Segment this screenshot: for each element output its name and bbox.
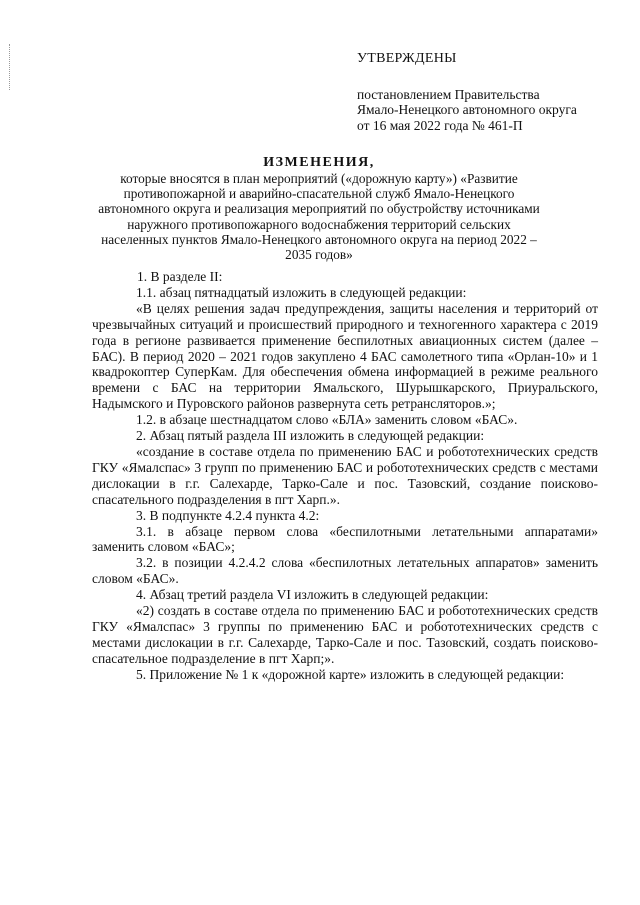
- document-title: ИЗМЕНЕНИЯ,: [263, 155, 375, 170]
- document-body: [92, 269, 598, 683]
- approval-line-2: Ямало-Ненецкого автономного округа: [357, 102, 577, 118]
- binding-margin-mark: [9, 44, 11, 90]
- approval-line-3: от 16 мая 2022 года № 461-П: [357, 117, 523, 133]
- item-1-2: 1.2. в абзаце шестнадцатом слово «БЛА» заменить словом «БАС».: [136, 412, 518, 428]
- quote-2: «создание в составе отдела по применению БАС и робототехнических средств ГКУ «Ямалспас» 3 групп по применению БАС и робототехнических средств с местами дислокации в г.г. Салехарде, Тарко-Сале и пос. Тазовский, создание поисково-спасательного подразделения в пгт Харп.».: [92, 443, 598, 507]
- quote-1-1: «В целях решения задач предупреждения, защиты населения и территорий от чрезвычайных ситуаций и происшествий природного и техногенного характера с 2019 года в регионе развивается применение беспилотных авиационных систем (далее – БАС). В период 2020 – 2021 годов закуплено 4 БАС самолетного типа «Орлан-10» и 1 квадрокоптер СуперКам. Для обеспечения обмена информацией в режиме реального времени с БАС на территории Ямальского, Шурышкарского, Приуральского, Надымского и Пуровского районов развернута сеть ретрансляторов.»;: [92, 300, 598, 412]
- approval-stamp: [357, 51, 627, 133]
- item-5: 5. Приложение № 1 к «дорожной карте» изложить в следующей редакции:: [136, 666, 565, 682]
- approval-title: УТВЕРЖДЕНЫ: [357, 51, 457, 66]
- document-heading: [95, 155, 543, 262]
- item-3-1: 3.1. в абзаце первом слова «беспилотными летательными аппаратами» заменить словом «БАС»;: [92, 523, 598, 555]
- item-4: 4. Абзац третий раздела VI изложить в следующей редакции:: [136, 587, 489, 603]
- item-1-1: 1.1. абзац пятнадцатый изложить в следующей редакции:: [136, 284, 467, 300]
- approval-line-1: постановлением Правительства: [357, 86, 540, 102]
- quote-4: «2) создать в составе отдела по применению БАС и робототехнических средств ГКУ «Ямалспас» 3 группы по применению БАС и робототехнических средств с местами дислокации в г.г. Салехарде, Тарко-Сале и пос. Тазовский, создать поисково-спасательное подразделение в пгт Харп;».: [92, 603, 598, 666]
- item-2: 2. Абзац пятый раздела III изложить в следующей редакции:: [136, 428, 485, 444]
- document-subtitle: которые вносятся в план мероприятий («дорожную карту») «Развитие противопожарной и аварийно-спасательной служб Ямало-Ненецкого автономного округа и реализация мероприятий по обустройству источниками наружного противопожарного водоснабжения территорий сельских населенных пунктов Ямало-Ненецкого автономного округа на период 2022 – 2035 годов»: [98, 171, 540, 263]
- item-3: 3. В подпункте 4.2.4 пункта 4.2:: [136, 507, 320, 523]
- item-3-2: 3.2. в позиции 4.2.4.2 слова «беспилотных летательных аппаратов» заменить словом «БАС».: [92, 555, 598, 587]
- section-1-heading: 1. В разделе II:: [137, 269, 223, 284]
